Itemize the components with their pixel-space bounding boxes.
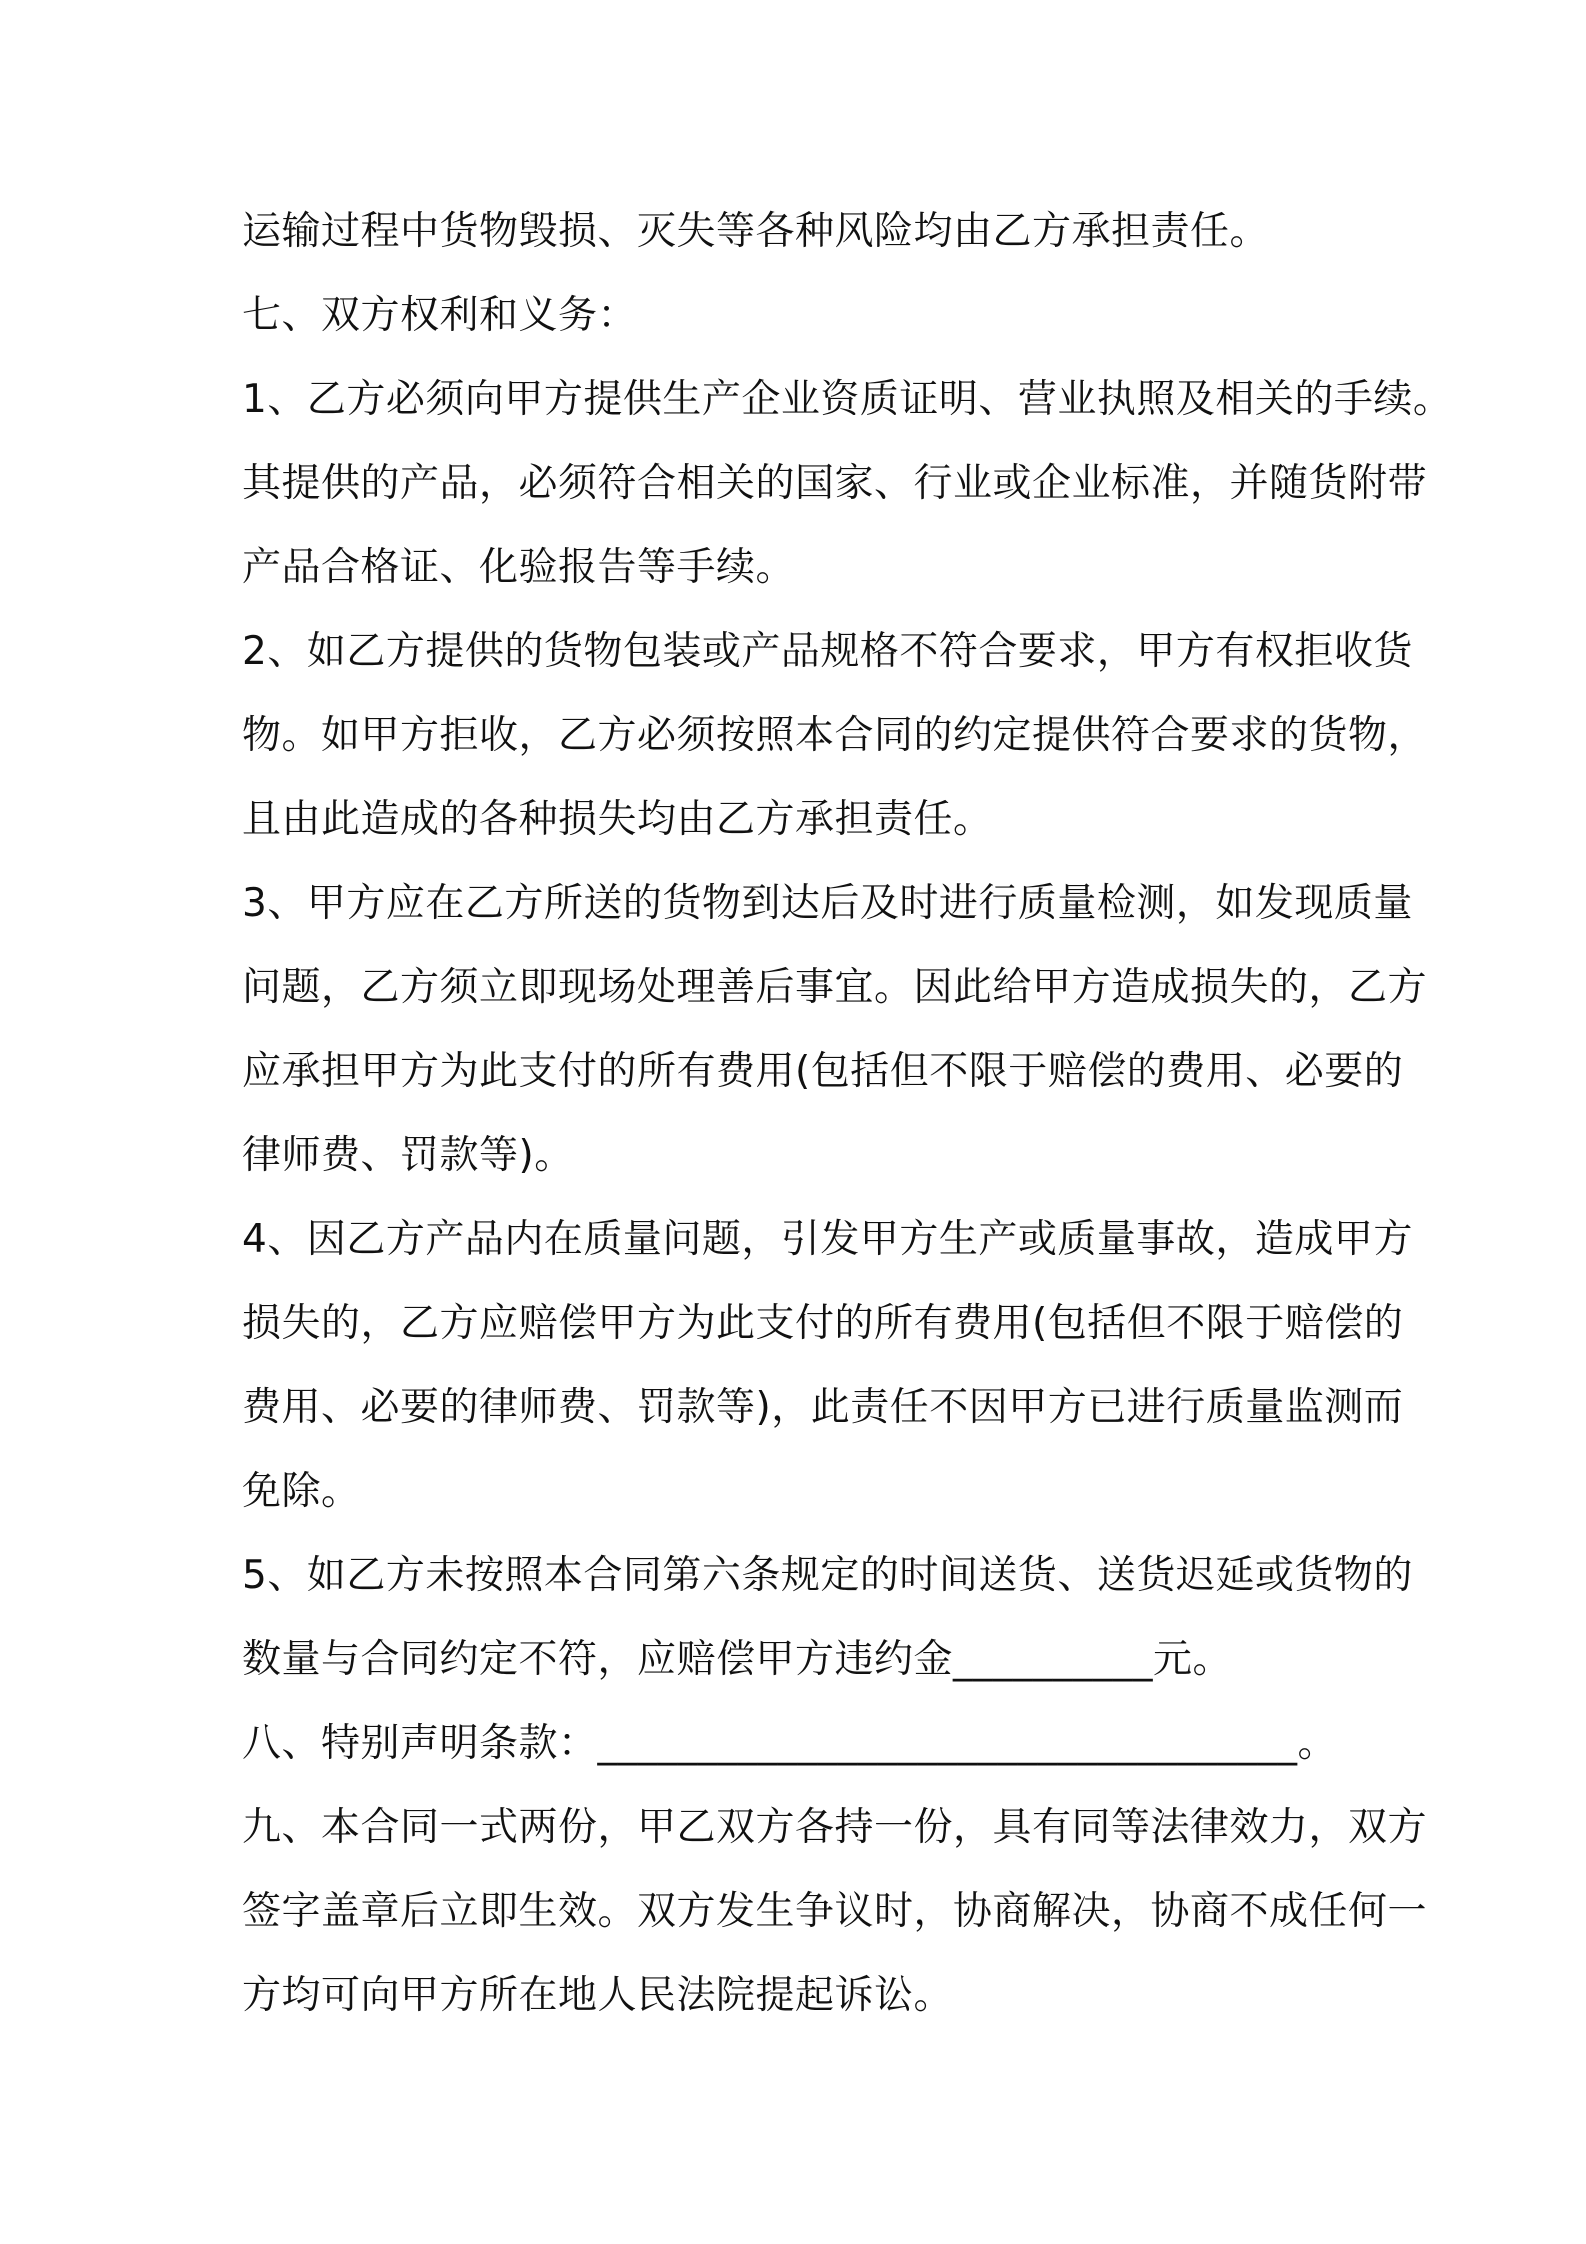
text-line: 应承担甲方为此支付的所有费用(包括但不限于赔偿的费用、必要的	[242, 1049, 1404, 1094]
text-line: 1、乙方必须向甲方提供生产企业资质证明、营业执照及相关的手续。	[242, 377, 1453, 422]
text-line: 产品合格证、化验报告等手续。	[242, 545, 796, 590]
text-line: 损失的，乙方应赔偿甲方为此支付的所有费用(包括但不限于赔偿的	[242, 1301, 1404, 1346]
text-line: 九、本合同一式两份，甲乙双方各持一份，具有同等法律效力，双方	[242, 1805, 1428, 1850]
list-item-1	[242, 358, 1453, 610]
text-line: 其提供的产品，必须符合相关的国家、行业或企业标准，并随货附带	[242, 461, 1428, 506]
list-item-5	[242, 1534, 1413, 1702]
text-line: 费用、必要的律师费、罚款等)，此责任不因甲方已进行质量监测而	[242, 1385, 1404, 1430]
text-line: 2、如乙方提供的货物包装或产品规格不符合要求，甲方有权拒收货	[242, 629, 1413, 674]
text-line: 律师费、罚款等)。	[242, 1133, 574, 1178]
section-heading-nine	[242, 1786, 1428, 2038]
text-line: 运输过程中货物毁损、灭失等各种风险均由乙方承担责任。	[242, 209, 1270, 254]
text-line: 物。如甲方拒收，乙方必须按照本合同的约定提供符合要求的货物，	[242, 713, 1428, 758]
text-line: 数量与合同约定不符，应赔偿甲方违约金__________元。	[242, 1637, 1233, 1682]
text-line: 问题，乙方须立即现场处理善后事宜。因此给甲方造成损失的，乙方	[242, 965, 1428, 1010]
text-line: 3、甲方应在乙方所送的货物到达后及时进行质量检测，如发现质量	[242, 881, 1413, 926]
list-item-2	[242, 610, 1428, 862]
text-line: 签字盖章后立即生效。双方发生争议时，协商解决，协商不成任何一	[242, 1889, 1428, 1934]
text-line: 5、如乙方未按照本合同第六条规定的时间送货、送货迟延或货物的	[242, 1553, 1413, 1598]
text-line: 4、因乙方产品内在质量问题，引发甲方生产或质量事故，造成甲方	[242, 1217, 1413, 1262]
text-line: 八、特别声明条款：___________________________________。	[242, 1721, 1338, 1766]
section-heading-seven	[242, 274, 1372, 358]
text-line: 七、双方权利和义务：	[242, 293, 638, 338]
contract-body	[242, 190, 1453, 2038]
paragraph-risk-clause-end	[242, 190, 1372, 274]
text-line: 免除。	[242, 1469, 361, 1514]
list-item-3	[242, 862, 1428, 1198]
text-line: 方均可向甲方所在地人民法院提起诉讼。	[242, 1973, 954, 2018]
section-heading-eight	[242, 1702, 1372, 1786]
text-line: 且由此造成的各种损失均由乙方承担责任。	[242, 797, 993, 842]
list-item-4	[242, 1198, 1413, 1534]
